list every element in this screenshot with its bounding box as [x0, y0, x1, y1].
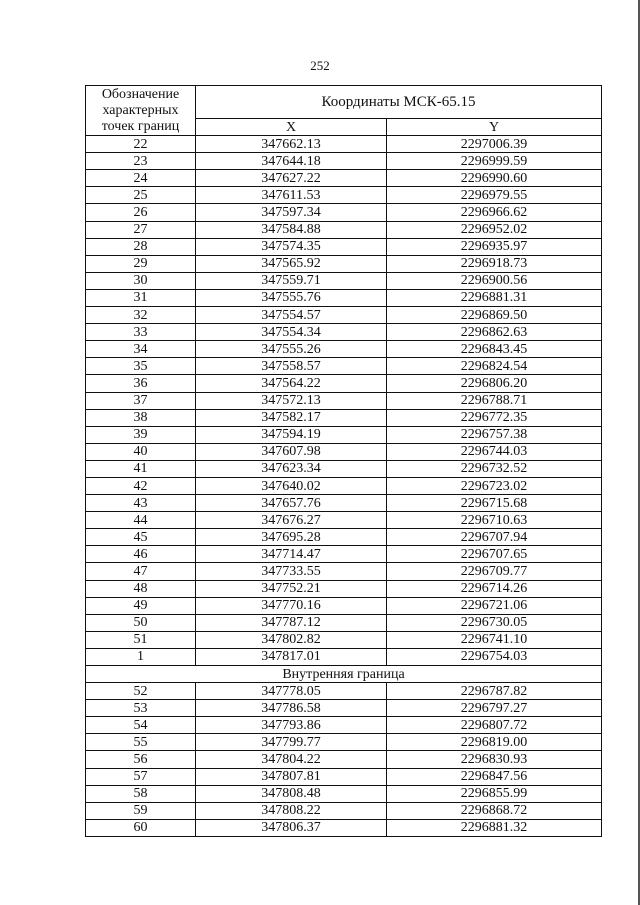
- table-row: [86, 785, 602, 802]
- table-row: [86, 580, 602, 597]
- table-row: [86, 324, 602, 341]
- table-row: [86, 460, 602, 477]
- point-id-cell: 31: [86, 289, 196, 306]
- x-coordinate-cell: 347555.76: [196, 289, 387, 306]
- y-coordinate-cell: 2296990.60: [387, 170, 602, 187]
- y-coordinate-cell: 2296787.82: [387, 683, 602, 700]
- point-id-cell: 46: [86, 546, 196, 563]
- x-coordinate-cell: 347695.28: [196, 529, 387, 546]
- point-id-cell: 50: [86, 614, 196, 631]
- y-coordinate-cell: 2296807.72: [387, 717, 602, 734]
- y-coordinate-cell: 2296843.45: [387, 341, 602, 358]
- x-coordinate-cell: 347564.22: [196, 375, 387, 392]
- x-coordinate-cell: 347565.92: [196, 255, 387, 272]
- table-row: [86, 768, 602, 785]
- header-coordinates: Координаты МСК-65.15: [196, 86, 602, 119]
- table-row: [86, 477, 602, 494]
- point-id-cell: 54: [86, 717, 196, 734]
- point-id-cell: 47: [86, 563, 196, 580]
- y-coordinate-cell: 2296707.94: [387, 529, 602, 546]
- y-coordinate-cell: 2296999.59: [387, 153, 602, 170]
- point-id-cell: 56: [86, 751, 196, 768]
- point-id-cell: 53: [86, 700, 196, 717]
- point-id-cell: 29: [86, 255, 196, 272]
- x-coordinate-cell: 347733.55: [196, 563, 387, 580]
- y-coordinate-cell: 2296881.31: [387, 289, 602, 306]
- header-x: X: [196, 119, 387, 136]
- y-coordinate-cell: 2296744.03: [387, 443, 602, 460]
- y-coordinate-cell: 2296830.93: [387, 751, 602, 768]
- table-row: [86, 307, 602, 324]
- coordinates-table-body: [86, 86, 602, 837]
- point-id-cell: 42: [86, 477, 196, 494]
- x-coordinate-cell: 347714.47: [196, 546, 387, 563]
- y-coordinate-cell: 2296741.10: [387, 631, 602, 648]
- table-row: [86, 563, 602, 580]
- header-point-designation: Обозначение характерных точек границ: [86, 86, 196, 136]
- table-row: [86, 255, 602, 272]
- table-row: [86, 802, 602, 819]
- y-coordinate-cell: 2296797.27: [387, 700, 602, 717]
- y-coordinate-cell: 2296714.26: [387, 580, 602, 597]
- point-id-cell: 35: [86, 358, 196, 375]
- point-id-cell: 24: [86, 170, 196, 187]
- point-id-cell: 30: [86, 272, 196, 289]
- table-row: [86, 375, 602, 392]
- x-coordinate-cell: 347611.53: [196, 187, 387, 204]
- table-header-row: [86, 86, 602, 119]
- point-id-cell: 40: [86, 443, 196, 460]
- point-id-cell: 51: [86, 631, 196, 648]
- table-row: [86, 187, 602, 204]
- table-row: [86, 238, 602, 255]
- y-coordinate-cell: 2296881.32: [387, 819, 602, 836]
- x-coordinate-cell: 347554.57: [196, 307, 387, 324]
- x-coordinate-cell: 347787.12: [196, 614, 387, 631]
- x-coordinate-cell: 347607.98: [196, 443, 387, 460]
- table-row: [86, 529, 602, 546]
- table-row: [86, 614, 602, 631]
- x-coordinate-cell: 347793.86: [196, 717, 387, 734]
- table-row: [86, 289, 602, 306]
- table-row: [86, 546, 602, 563]
- y-coordinate-cell: 2296754.03: [387, 648, 602, 665]
- y-coordinate-cell: 2296855.99: [387, 785, 602, 802]
- x-coordinate-cell: 347807.81: [196, 768, 387, 785]
- x-coordinate-cell: 347597.34: [196, 204, 387, 221]
- point-id-cell: 43: [86, 495, 196, 512]
- table-row: [86, 136, 602, 153]
- y-coordinate-cell: 2296806.20: [387, 375, 602, 392]
- x-coordinate-cell: 347582.17: [196, 409, 387, 426]
- point-id-cell: 27: [86, 221, 196, 238]
- x-coordinate-cell: 347640.02: [196, 477, 387, 494]
- x-coordinate-cell: 347808.48: [196, 785, 387, 802]
- x-coordinate-cell: 347808.22: [196, 802, 387, 819]
- x-coordinate-cell: 347644.18: [196, 153, 387, 170]
- x-coordinate-cell: 347817.01: [196, 648, 387, 665]
- table-row: [86, 512, 602, 529]
- x-coordinate-cell: 347555.26: [196, 341, 387, 358]
- section-label: Внутренняя граница: [86, 666, 602, 683]
- y-coordinate-cell: 2296935.97: [387, 238, 602, 255]
- point-id-cell: 48: [86, 580, 196, 597]
- table-row: [86, 221, 602, 238]
- coordinates-table: [85, 85, 602, 837]
- x-coordinate-cell: 347623.34: [196, 460, 387, 477]
- y-coordinate-cell: 2296869.50: [387, 307, 602, 324]
- y-coordinate-cell: 2296788.71: [387, 392, 602, 409]
- x-coordinate-cell: 347627.22: [196, 170, 387, 187]
- point-id-cell: 38: [86, 409, 196, 426]
- table-row: [86, 495, 602, 512]
- table-row: [86, 153, 602, 170]
- y-coordinate-cell: 2296824.54: [387, 358, 602, 375]
- point-id-cell: 60: [86, 819, 196, 836]
- table-row: [86, 358, 602, 375]
- point-id-cell: 1: [86, 648, 196, 665]
- table-row: [86, 819, 602, 836]
- x-coordinate-cell: 347799.77: [196, 734, 387, 751]
- point-id-cell: 32: [86, 307, 196, 324]
- x-coordinate-cell: 347752.21: [196, 580, 387, 597]
- x-coordinate-cell: 347804.22: [196, 751, 387, 768]
- x-coordinate-cell: 347770.16: [196, 597, 387, 614]
- y-coordinate-cell: 2296847.56: [387, 768, 602, 785]
- x-coordinate-cell: 347662.13: [196, 136, 387, 153]
- y-coordinate-cell: 2296868.72: [387, 802, 602, 819]
- x-coordinate-cell: 347778.05: [196, 683, 387, 700]
- table-row: [86, 648, 602, 665]
- y-coordinate-cell: 2296979.55: [387, 187, 602, 204]
- x-coordinate-cell: 347572.13: [196, 392, 387, 409]
- page-number: 252: [310, 58, 330, 73]
- x-coordinate-cell: 347806.37: [196, 819, 387, 836]
- y-coordinate-cell: 2296707.65: [387, 546, 602, 563]
- y-coordinate-cell: 2296952.02: [387, 221, 602, 238]
- point-id-cell: 23: [86, 153, 196, 170]
- point-id-cell: 37: [86, 392, 196, 409]
- x-coordinate-cell: 347584.88: [196, 221, 387, 238]
- header-y: Y: [387, 119, 602, 136]
- table-row: [86, 341, 602, 358]
- x-coordinate-cell: 347594.19: [196, 426, 387, 443]
- section-row: [86, 666, 602, 683]
- point-id-cell: 49: [86, 597, 196, 614]
- y-coordinate-cell: 2296709.77: [387, 563, 602, 580]
- table-row: [86, 597, 602, 614]
- point-id-cell: 33: [86, 324, 196, 341]
- point-id-cell: 59: [86, 802, 196, 819]
- table-row: [86, 443, 602, 460]
- x-coordinate-cell: 347558.57: [196, 358, 387, 375]
- y-coordinate-cell: 2296757.38: [387, 426, 602, 443]
- point-id-cell: 22: [86, 136, 196, 153]
- point-id-cell: 45: [86, 529, 196, 546]
- point-id-cell: 55: [86, 734, 196, 751]
- point-id-cell: 36: [86, 375, 196, 392]
- y-coordinate-cell: 2296710.63: [387, 512, 602, 529]
- point-id-cell: 41: [86, 460, 196, 477]
- point-id-cell: 39: [86, 426, 196, 443]
- y-coordinate-cell: 2296772.35: [387, 409, 602, 426]
- y-coordinate-cell: 2297006.39: [387, 136, 602, 153]
- y-coordinate-cell: 2296732.52: [387, 460, 602, 477]
- point-id-cell: 34: [86, 341, 196, 358]
- y-coordinate-cell: 2296715.68: [387, 495, 602, 512]
- y-coordinate-cell: 2296723.02: [387, 477, 602, 494]
- point-id-cell: 28: [86, 238, 196, 255]
- y-coordinate-cell: 2296730.05: [387, 614, 602, 631]
- x-coordinate-cell: 347657.76: [196, 495, 387, 512]
- table-row: [86, 170, 602, 187]
- point-id-cell: 57: [86, 768, 196, 785]
- table-row: [86, 409, 602, 426]
- x-coordinate-cell: 347676.27: [196, 512, 387, 529]
- point-id-cell: 44: [86, 512, 196, 529]
- y-coordinate-cell: 2296819.00: [387, 734, 602, 751]
- table-row: [86, 717, 602, 734]
- x-coordinate-cell: 347559.71: [196, 272, 387, 289]
- table-row: [86, 683, 602, 700]
- y-coordinate-cell: 2296966.62: [387, 204, 602, 221]
- table-row: [86, 700, 602, 717]
- point-id-cell: 25: [86, 187, 196, 204]
- x-coordinate-cell: 347786.58: [196, 700, 387, 717]
- y-coordinate-cell: 2296721.06: [387, 597, 602, 614]
- point-id-cell: 52: [86, 683, 196, 700]
- x-coordinate-cell: 347574.35: [196, 238, 387, 255]
- table-row: [86, 426, 602, 443]
- x-coordinate-cell: 347554.34: [196, 324, 387, 341]
- y-coordinate-cell: 2296900.56: [387, 272, 602, 289]
- table-row: [86, 272, 602, 289]
- point-id-cell: 26: [86, 204, 196, 221]
- y-coordinate-cell: 2296862.63: [387, 324, 602, 341]
- table-row: [86, 392, 602, 409]
- x-coordinate-cell: 347802.82: [196, 631, 387, 648]
- table-row: [86, 204, 602, 221]
- table-row: [86, 751, 602, 768]
- table-row: [86, 631, 602, 648]
- table-row: [86, 734, 602, 751]
- y-coordinate-cell: 2296918.73: [387, 255, 602, 272]
- point-id-cell: 58: [86, 785, 196, 802]
